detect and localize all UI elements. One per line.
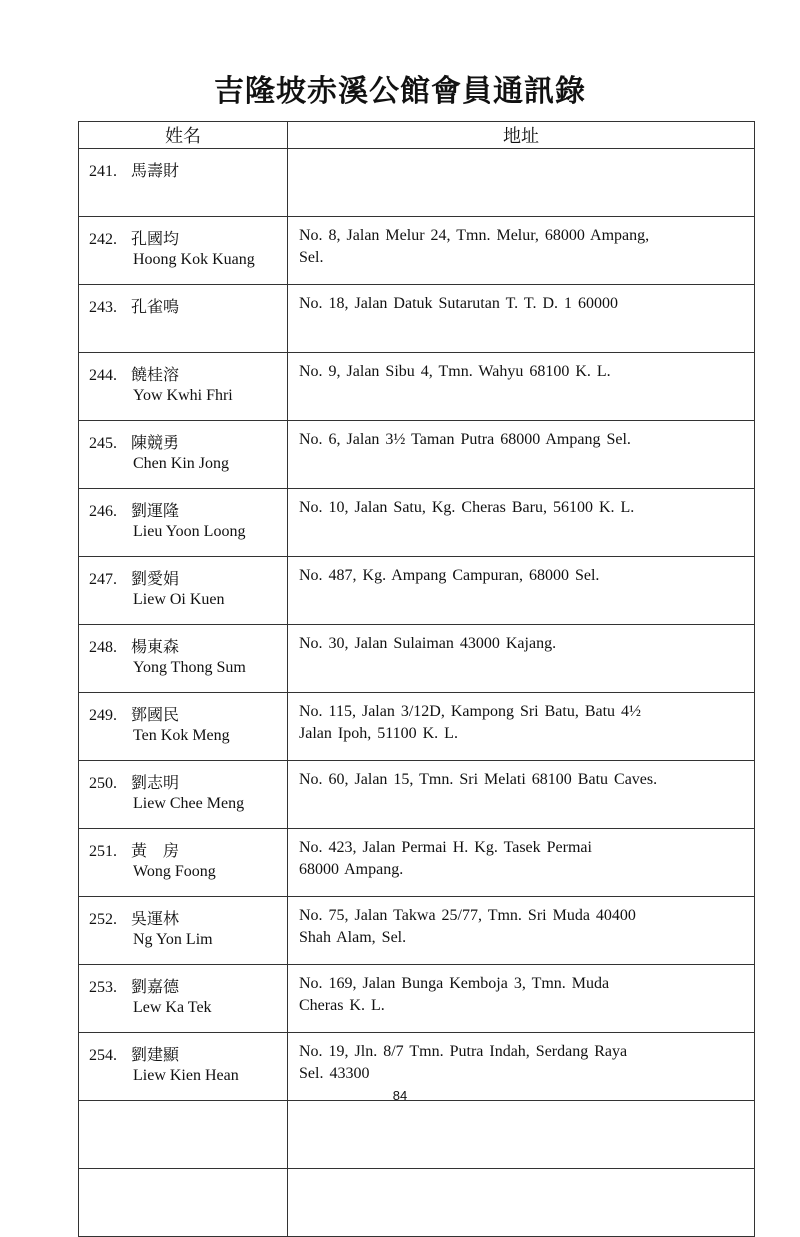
member-name-chinese: 馬壽財 xyxy=(131,161,180,180)
member-address: No. 423, Jalan Permai H. Kg. Tasek Permai 68000 Ampang. xyxy=(288,829,755,897)
member-name-cell xyxy=(79,761,288,829)
member-name-cell xyxy=(79,149,288,217)
name-column-header: 姓名 xyxy=(79,122,288,149)
page-number: 84 xyxy=(392,1088,408,1103)
page-title: 吉隆坡赤溪公館會員通訊錄 xyxy=(214,74,586,109)
member-name-english: Liew Oi Kuen xyxy=(133,591,225,608)
member-name-cell xyxy=(79,489,288,557)
member-name-chinese: 孔國均 xyxy=(131,229,180,248)
member-number: 245. xyxy=(89,435,117,452)
member-name-chinese: 劉運隆 xyxy=(131,501,180,520)
member-name-cell xyxy=(79,217,288,285)
member-address: No. 10, Jalan Satu, Kg. Cheras Baru, 56100 K. L. xyxy=(288,489,755,557)
member-name-english: Yow Kwhi Fhri xyxy=(133,387,233,404)
member-address: No. 8, Jalan Melur 24, Tmn. Melur, 68000 Ampang, Sel. xyxy=(288,217,755,285)
member-address: No. 75, Jalan Takwa 25/77, Tmn. Sri Muda 40400 Shah Alam, Sel. xyxy=(288,897,755,965)
member-number: 248. xyxy=(89,639,117,656)
table-row xyxy=(79,693,755,761)
member-address xyxy=(288,149,755,217)
member-name-cell xyxy=(79,285,288,353)
table-row xyxy=(79,829,755,897)
member-name-cell xyxy=(79,1169,288,1237)
member-number: 254. xyxy=(89,1047,117,1064)
member-name-chinese: 劉志明 xyxy=(131,773,180,792)
table-row-empty xyxy=(79,1101,755,1169)
member-number: 249. xyxy=(89,707,117,724)
member-name-cell xyxy=(79,693,288,761)
member-address: No. 30, Jalan Sulaiman 43000 Kajang. xyxy=(288,625,755,693)
table-row xyxy=(79,965,755,1033)
member-number: 247. xyxy=(89,571,117,588)
table-row xyxy=(79,557,755,625)
member-name-chinese: 劉愛娟 xyxy=(131,569,180,588)
member-name-cell xyxy=(79,353,288,421)
member-address: No. 60, Jalan 15, Tmn. Sri Melati 68100 Batu Caves. xyxy=(288,761,755,829)
member-address: No. 115, Jalan 3/12D, Kampong Sri Batu, Batu 4½ Jalan Ipoh, 51100 K. L. xyxy=(288,693,755,761)
member-directory-table xyxy=(78,121,755,1237)
member-name-cell xyxy=(79,965,288,1033)
member-name-english: Wong Foong xyxy=(133,863,216,880)
member-name-cell xyxy=(79,1101,288,1169)
table-row xyxy=(79,217,755,285)
table-row xyxy=(79,149,755,217)
member-address xyxy=(288,1169,755,1237)
member-name-english: Liew Kien Hean xyxy=(133,1067,239,1084)
member-address: No. 169, Jalan Bunga Kemboja 3, Tmn. Muda Cheras K. L. xyxy=(288,965,755,1033)
member-name-chinese: 陳競勇 xyxy=(131,433,180,452)
member-address xyxy=(288,1101,755,1169)
member-name-cell xyxy=(79,625,288,693)
member-number: 252. xyxy=(89,911,117,928)
member-name-english: Yong Thong Sum xyxy=(133,659,246,676)
table-header-row xyxy=(79,122,755,149)
member-name-english: Chen Kin Jong xyxy=(133,455,229,472)
member-name-chinese: 楊東森 xyxy=(131,637,180,656)
member-name-chinese: 黃 房 xyxy=(131,841,180,860)
member-name-english: Lieu Yoon Loong xyxy=(133,523,246,540)
member-name-chinese: 劉嘉德 xyxy=(131,977,180,996)
member-name-chinese: 吳運林 xyxy=(131,909,180,928)
member-name-chinese: 孔雀鳴 xyxy=(131,297,180,316)
member-address: No. 19, Jln. 8/7 Tmn. Putra Indah, Serdang Raya Sel. 43300 xyxy=(288,1033,755,1101)
table-row xyxy=(79,285,755,353)
member-name-cell xyxy=(79,829,288,897)
member-address: No. 18, Jalan Datuk Sutarutan T. T. D. 1 60000 xyxy=(288,285,755,353)
member-number: 246. xyxy=(89,503,117,520)
member-name-english: Hoong Kok Kuang xyxy=(133,251,255,268)
table-row-empty xyxy=(79,1169,755,1237)
member-address: No. 487, Kg. Ampang Campuran, 68000 Sel. xyxy=(288,557,755,625)
member-number: 253. xyxy=(89,979,117,996)
member-address: No. 6, Jalan 3½ Taman Putra 68000 Ampang Sel. xyxy=(288,421,755,489)
member-name-cell xyxy=(79,421,288,489)
member-name-cell xyxy=(79,897,288,965)
member-name-english: Ng Yon Lim xyxy=(133,931,213,948)
table-row xyxy=(79,625,755,693)
member-name-chinese: 饒桂溶 xyxy=(131,365,180,384)
member-number: 243. xyxy=(89,299,117,316)
member-name-english: Liew Chee Meng xyxy=(133,795,245,812)
table-row xyxy=(79,353,755,421)
member-number: 251. xyxy=(89,843,117,860)
member-rows xyxy=(79,149,755,1237)
member-number: 242. xyxy=(89,231,117,248)
table-row xyxy=(79,489,755,557)
member-address: No. 9, Jalan Sibu 4, Tmn. Wahyu 68100 K. L. xyxy=(288,353,755,421)
table-row xyxy=(79,897,755,965)
member-name-english: Ten Kok Meng xyxy=(133,727,230,744)
member-number: 250. xyxy=(89,775,117,792)
member-number: 241. xyxy=(89,163,117,180)
member-name-english: Lew Ka Tek xyxy=(133,999,212,1016)
member-name-chinese: 劉建顯 xyxy=(131,1045,180,1064)
table-row xyxy=(79,761,755,829)
member-number: 244. xyxy=(89,367,117,384)
member-name-chinese: 鄧國民 xyxy=(131,705,180,724)
address-column-header: 地址 xyxy=(288,122,755,149)
member-name-cell xyxy=(79,557,288,625)
table-row xyxy=(79,421,755,489)
